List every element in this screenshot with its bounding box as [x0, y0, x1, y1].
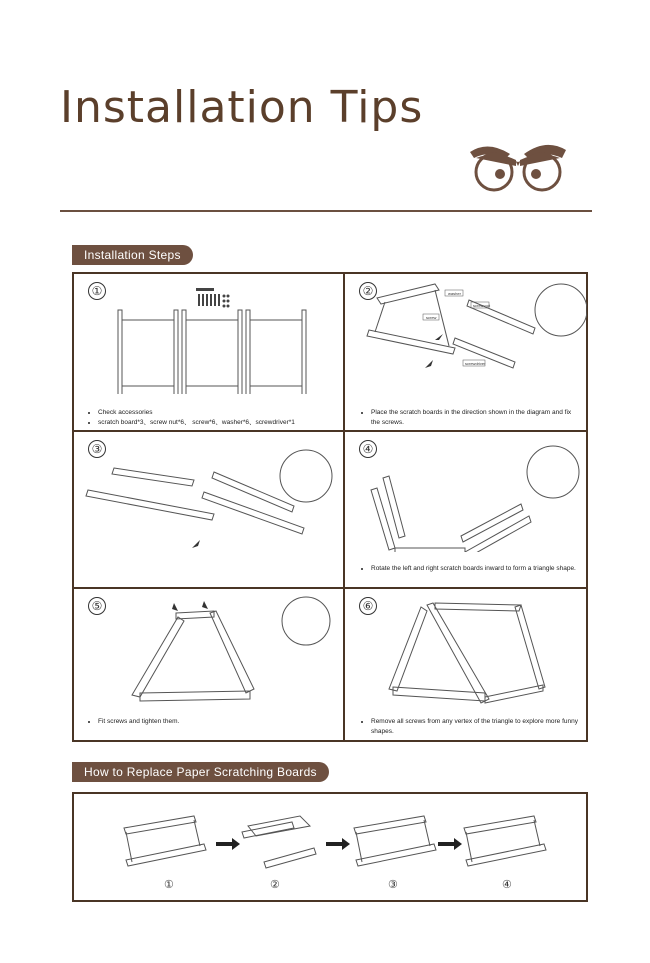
arrow-right-icon	[216, 838, 240, 850]
step-6-figure	[385, 593, 565, 711]
step-number: ①	[88, 282, 106, 300]
callout-screw-nut: screw nut	[473, 303, 491, 308]
step-1-parts-figure	[114, 284, 334, 394]
step-3-figure	[84, 440, 340, 560]
callout-screwdriver: screwdriver	[465, 361, 486, 366]
step-number: ②	[359, 282, 377, 300]
step-6-notes	[361, 717, 581, 737]
owl-eyes-logo	[466, 136, 570, 194]
step-1-notes	[88, 408, 338, 428]
replace-step-number: ④	[502, 879, 512, 891]
note-line: • Check accessories	[98, 408, 338, 418]
section-tag-installation-steps: Installation Steps	[72, 245, 193, 265]
replace-step-number: ②	[270, 879, 280, 891]
callout-washer: washer	[448, 291, 461, 296]
step-number: ③	[88, 440, 106, 458]
step-number: ⑥	[359, 597, 377, 615]
note-line: • Place the scratch boards in the direction shown in the diagram and fix the screws.	[371, 408, 581, 428]
step-2-panel	[345, 274, 586, 430]
note-line: • Remove all screws from any vertex of the triangle to explore more funny shapes.	[371, 717, 581, 737]
step-4-panel	[345, 432, 586, 587]
replace-step-number: ③	[388, 879, 398, 891]
arrow-right-icon	[326, 838, 350, 850]
step-number: ④	[359, 440, 377, 458]
arrow-right-icon	[438, 838, 462, 850]
note-line: • Fit screws and tighten them.	[98, 717, 338, 727]
replace-boards-panel	[72, 792, 588, 902]
installation-steps-grid	[72, 272, 588, 742]
step-5-notes	[88, 717, 338, 727]
step-2-notes	[361, 408, 581, 428]
step-5-panel	[74, 589, 343, 740]
note-line: • Rotate the left and right scratch boards inward to form a triangle shape.	[371, 564, 581, 574]
header-divider	[60, 210, 592, 212]
step-2-figure	[365, 280, 587, 398]
replace-sequence-figure	[104, 802, 574, 880]
note-line: • scratch board*3、screw nut*6、 screw*6、washer*6、screwdriver*1	[98, 418, 338, 428]
step-number: ⑤	[88, 597, 106, 615]
step-4-figure	[365, 442, 585, 552]
replace-step-number: ①	[164, 879, 174, 891]
page-title: Installation Tips	[60, 82, 424, 133]
step-3-panel	[74, 432, 343, 587]
section-tag-replace-boards: How to Replace Paper Scratching Boards	[72, 762, 329, 782]
step-1-panel	[74, 274, 343, 430]
step-6-panel	[345, 589, 586, 740]
step-5-figure	[114, 593, 338, 711]
step-4-notes	[361, 564, 581, 574]
callout-screw: screw	[426, 315, 437, 320]
